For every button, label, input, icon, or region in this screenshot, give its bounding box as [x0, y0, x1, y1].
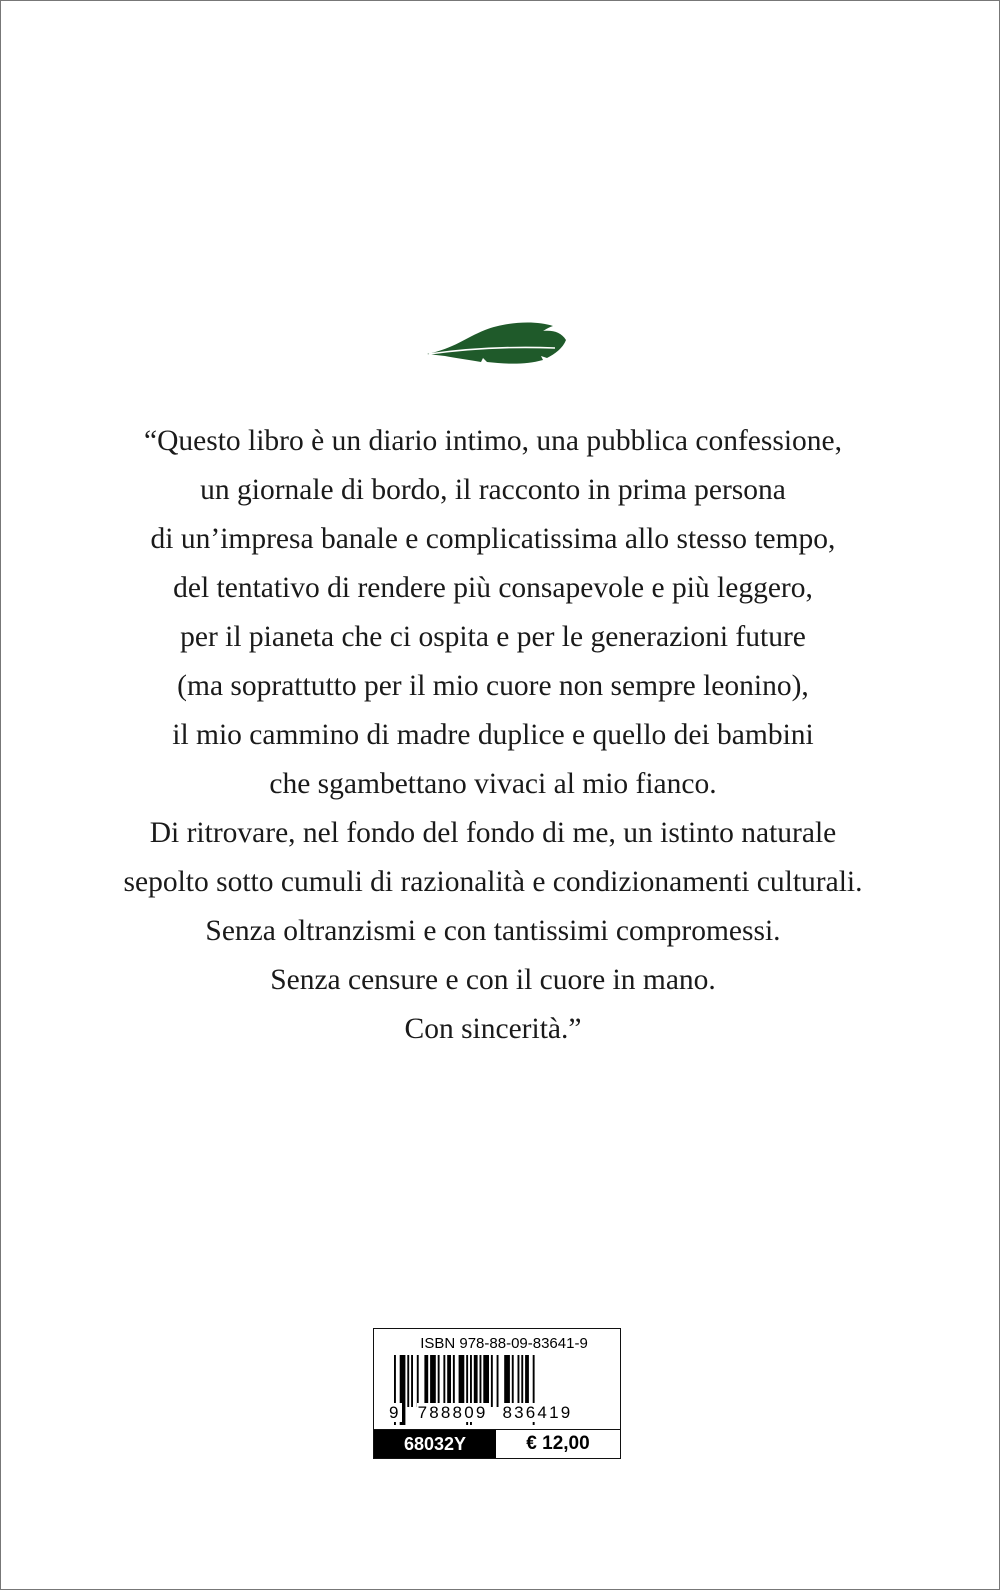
barcode-bar: [459, 1355, 465, 1407]
barcode-bar: [491, 1355, 493, 1407]
blurb-line: “Questo libro è un diario intimo, una pubblica confessione,: [143, 425, 842, 457]
blurb-line: (ma soprattutto per il mio cuore non sempre leonino),: [177, 670, 809, 702]
barcode-bar: [525, 1355, 529, 1407]
barcode-bar: [497, 1355, 499, 1407]
blurb-line: Di ritrovare, nel fondo del fondo di me, un istinto naturale: [149, 817, 837, 849]
blurb-line: di un’impresa banale e complicatissima allo stesso tempo,: [150, 523, 836, 555]
barcode-bar: [474, 1355, 478, 1407]
barcode-group-2: 836419: [502, 1403, 573, 1422]
isbn-label: ISBN 978-88-09-83641-9: [420, 1335, 588, 1352]
barcode-box: [373, 1328, 621, 1459]
price: € 12,00: [526, 1433, 590, 1454]
barcode-bar: [453, 1355, 455, 1407]
barcode-group-1: 788809: [417, 1403, 488, 1422]
blurb-line: che sgambettano vivaci al mio fianco.: [269, 768, 717, 800]
feather-icon: [425, 318, 570, 368]
blurb-line: un giornale di bordo, il racconto in prima persona: [200, 474, 786, 506]
back-cover-blurb: [0, 417, 986, 1054]
barcode-bar: [521, 1355, 523, 1407]
product-code: 68032Y: [374, 1430, 496, 1458]
barcode-bar: [518, 1355, 520, 1407]
blurb-line: Con sincerità.”: [404, 1013, 582, 1045]
barcode-lead-digit: 9: [389, 1403, 401, 1422]
barcode-bar: [424, 1355, 428, 1407]
barcode-bar: [512, 1355, 514, 1407]
barcode-bar: [430, 1355, 436, 1407]
blurb-line: Senza censure e con il cuore in mano.: [270, 964, 716, 996]
blurb-line: Senza oltranzismi e con tantissimi compromessi.: [205, 915, 781, 947]
barcode-bar: [411, 1355, 413, 1407]
barcode-bar: [480, 1355, 482, 1407]
barcode-bar: [417, 1355, 419, 1407]
blurb-line: del tentativo di rendere più consapevole e più leggero,: [173, 572, 813, 604]
price-row: [374, 1429, 620, 1458]
barcode-bar: [447, 1355, 451, 1407]
barcode-bar: [443, 1355, 445, 1407]
barcode-digits: [388, 1403, 573, 1423]
blurb-line: per il pianeta che ci ospita e per le generazioni future: [180, 621, 806, 653]
barcode-bar: [504, 1355, 510, 1407]
barcode-bar: [483, 1355, 489, 1407]
barcode-bar: [407, 1355, 409, 1407]
blurb-line: il mio cammino di madre duplice e quello dei bambini: [172, 719, 814, 751]
blurb-line: sepolto sotto cumuli di razionalità e condizionamenti culturali.: [123, 866, 863, 898]
barcode-bar: [438, 1355, 440, 1407]
